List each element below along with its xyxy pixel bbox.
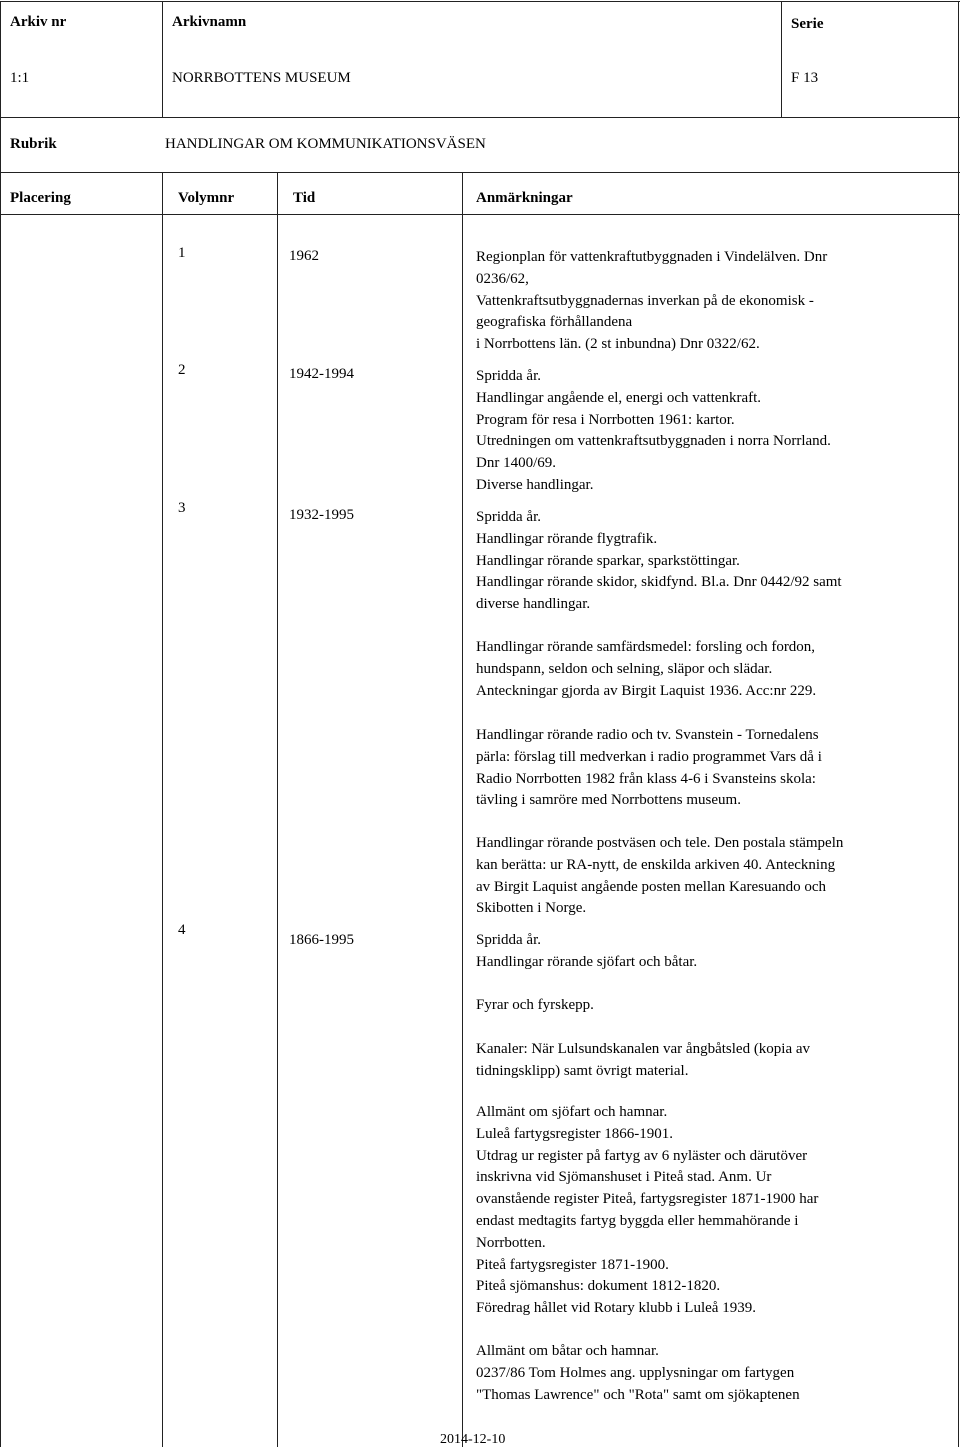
column-tid: Tid <box>293 190 316 206</box>
note-4-5: Allmänt om båtar och hamnar. 0237/86 Tom Holmes ang. upplysningar om fartygen "Thomas Lawrence" och "Rota" samt om sjökaptenen <box>476 1343 800 1403</box>
tid-3: 1932-1995 <box>289 507 354 523</box>
volymnr-2: 2 <box>178 362 186 378</box>
divider-after-header <box>0 117 960 118</box>
note-4-2: Fyrar och fyrskepp. <box>476 997 594 1013</box>
note-3-3: Handlingar rörande radio och tv. Svanstein - Tornedalens pärla: förslag till medverkan i radio programmet Vars då i Radio Norrbotten 1982 från klass 4-6 i Svansteins skola: tävling i samröre med Norrbottens museum. <box>476 727 822 809</box>
note-1-1: Regionplan för vattenkraftutbyggnaden i Vindelälven. Dnr 0236/62, Vattenkraftsutbyggnadernas inverkan på de ekonomisk - geografiska förhållandena i Norrbottens län. (2 st inbundna) Dnr 0322/62. <box>476 249 828 353</box>
volymnr-4: 4 <box>178 922 186 938</box>
note-4-1: Spridda år. Handlingar rörande sjöfart och båtar. <box>476 932 698 970</box>
border-left <box>0 1 1 1447</box>
arkivnr-value: 1:1 <box>10 70 30 86</box>
footer-date: 2014-12-10 <box>440 1432 506 1447</box>
divider-body-col2 <box>277 172 278 1447</box>
note-4-3: Kanaler: När Lulsundskanalen var ångbåtsled (kopia av tidningsklipp) samt övrigt material. <box>476 1041 811 1079</box>
note-3-1: Spridda år. Handlingar rörande flygtrafik. Handlingar rörande sparkar, sparkstöttingar. Handlingar rörande skidor, skidfynd. Bl.a. Dnr 0442/92 samt diverse handlingar. <box>476 509 842 613</box>
volymnr-3: 3 <box>178 500 186 516</box>
column-volymnr: Volymnr <box>178 190 235 206</box>
divider-after-columns <box>0 214 960 215</box>
border-right <box>958 1 959 1447</box>
arkivnamn-label: Arkivnamn <box>172 14 247 30</box>
note-4-4: Allmänt om sjöfart och hamnar. Luleå fartygsregister 1866-1901. Utdrag ur register på fartyg av 6 nyläster och därutöver inskrivna vid Sjömanshuset i Piteå stad. Anm. Ur ovanstående register Piteå, fartygsregister 1871-1900 har endast medtagits fartyg byggda eller hemmahörande i Norrbotten. Piteå fartygsregister 1871-1900. Piteå sjömanshus: dokument 1812-1820. Föredrag hållet vid Rotary klubb i Luleå 1939. <box>476 1104 819 1317</box>
tid-4: 1866-1995 <box>289 932 354 948</box>
arkivnamn-value: NORRBOTTENS MUSEUM <box>172 70 351 86</box>
serie-value: F 13 <box>791 70 819 86</box>
serie-label: Serie <box>791 16 824 32</box>
tid-2: 1942-1994 <box>289 366 354 382</box>
volymnr-1: 1 <box>178 245 186 261</box>
divider-body-col3 <box>462 172 463 1447</box>
divider-header-col2 <box>781 1 782 117</box>
divider-header-col1 <box>162 1 163 117</box>
column-anmarkningar: Anmärkningar <box>476 190 573 206</box>
note-3-2: Handlingar rörande samfärdsmedel: forsling och fordon, hundspann, seldon och selning, släpor och slädar. Anteckningar gjorda av Birgit Laquist 1936. Acc:nr 229. <box>476 639 817 699</box>
tid-1: 1962 <box>289 248 319 264</box>
arkivnr-label: Arkiv nr <box>10 14 67 30</box>
note-3-4: Handlingar rörande postväsen och tele. Den postala stämpeln kan berätta: ur RA-nytt, de enskilda arkiven 40. Anteckning av Birgit Laquist angående posten mellan Karesuando och Skibotten i Norge. <box>476 835 844 917</box>
divider-body-col1 <box>162 172 163 1447</box>
border-top <box>0 1 960 2</box>
rubrik-value: HANDLINGAR OM KOMMUNIKATIONSVÄSEN <box>165 136 486 152</box>
note-2-1: Spridda år. Handlingar angående el, energi och vattenkraft. Program för resa i Norrbotten 1961: kartor. Utredningen om vattenkraftsutbyggnaden i norra Norrland. Dnr 1400/69. Diverse handlingar. <box>476 368 831 493</box>
column-placering: Placering <box>10 190 71 206</box>
divider-after-rubrik <box>0 172 960 173</box>
rubrik-label: Rubrik <box>10 136 57 152</box>
